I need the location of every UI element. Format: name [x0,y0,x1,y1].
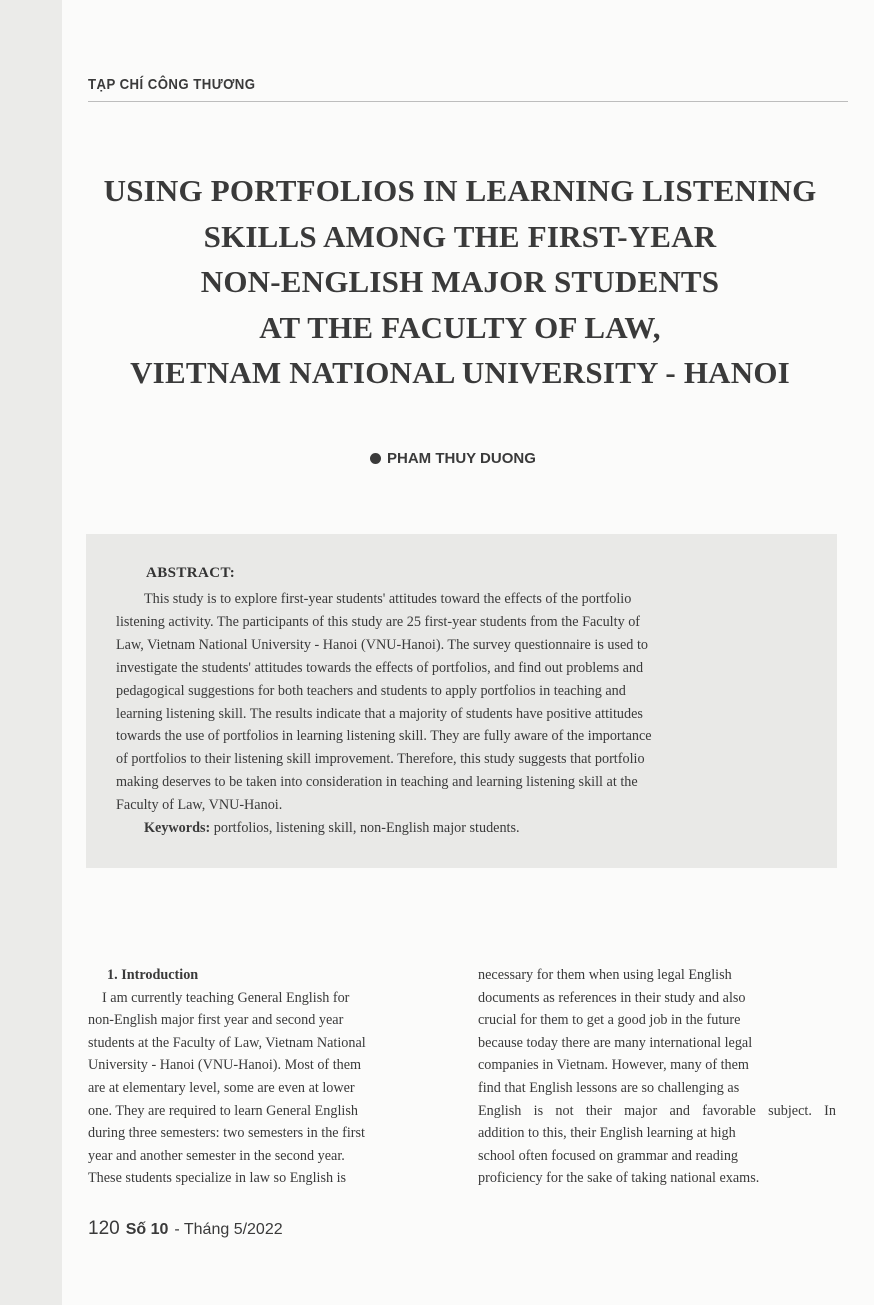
body-line: addition to this, their English learning at high [478,1125,736,1142]
abstract-line: of portfolios to their listening skill improvement. Therefore, this study suggests that portfolio [116,751,645,768]
page-number: 120 [88,1218,120,1239]
title-line: USING PORTFOLIOS IN LEARNING LISTENING [103,173,817,208]
body-column-left [88,964,428,1190]
body-line: find that English lessons are so challenging as [478,1079,740,1096]
title-line: NON-ENGLISH MAJOR STUDENTS [200,264,720,299]
keywords-text: portfolios, listening skill, non-English major students. [210,820,520,836]
body-line: students at the Faculty of Law, Vietnam National [88,1034,366,1051]
body-line: companies in Vietnam. However, many of them [478,1057,749,1074]
author-name: PHAM THUY DUONG [387,450,536,467]
body-line: non-English major first year and second year [88,1012,344,1029]
section-heading: 1. Introduction [107,967,199,983]
body-line: documents as references in their study and also [478,989,746,1006]
bullet-icon [370,453,381,464]
issue-number: Số 10 [125,1221,169,1238]
body-line: year and another semester in the second year. [88,1147,345,1164]
body-column-right [478,964,836,1190]
abstract-line: Law, Vietnam National University - Hanoi (VNU-Hanoi). The survey questionnaire is used to [116,636,648,653]
body-line: crucial for them to get a good job in the future [478,1012,741,1029]
abstract-line: This study is to explore first-year students' attitudes toward the effects of the portfolio [144,591,632,607]
keywords [144,820,520,837]
body-line: proficiency for the sake of taking national exams. [478,1170,760,1187]
title-line: VIETNAM NATIONAL UNIVERSITY - HANOI [130,355,790,390]
article-title [70,168,850,396]
body-line: during three semesters: two semesters in the first [88,1125,365,1142]
abstract-line: learning listening skill. The results indicate that a majority of students have positive attitudes [116,705,643,722]
body-line: I am currently teaching General English for [102,989,350,1006]
abstract-line: pedagogical suggestions for both teachers and students to apply portfolios in teaching and [116,682,626,699]
page-footer [88,1218,283,1240]
abstract-line: towards the use of portfolios in learning listening skill. They are fully aware of the importance [116,728,652,745]
body-line: University - Hanoi (VNU-Hanoi). Most of them [88,1057,362,1074]
abstract-line: Faculty of Law, VNU-Hanoi. [116,797,283,814]
abstract-line: listening activity. The participants of this study are 25 first-year students from the Faculty of [116,613,641,630]
body-line: school often focused on grammar and reading [478,1147,739,1164]
journal-name: TẠP CHÍ CÔNG THƯƠNG [88,76,256,93]
keywords-label: Keywords: [144,820,211,836]
body-line: because today there are many international legal [478,1034,753,1051]
body-line: English is not their major and favorable subject. In [478,1102,836,1119]
body-line: necessary for them when using legal English [478,967,732,983]
abstract-line: making deserves to be taken into consideration in teaching and learning listening skill at the [116,774,638,791]
header-rule [88,101,848,102]
body-line: These students specialize in law so English is [88,1170,347,1187]
title-line: SKILLS AMONG THE FIRST-YEAR [203,218,717,254]
abstract-line: investigate the students' attitudes towards the effects of portfolios, and find out problems and [116,659,644,676]
body-line: one. They are required to learn General English [88,1102,358,1119]
issue-date: - Tháng 5/2022 [174,1221,283,1238]
scan-margin [0,0,62,1305]
author-byline [370,450,536,467]
title-line: AT THE FACULTY OF LAW, [259,309,661,345]
body-line: are at elementary level, some are even at lower [88,1079,355,1096]
abstract-body [116,588,802,817]
abstract-heading: ABSTRACT: [146,565,236,581]
